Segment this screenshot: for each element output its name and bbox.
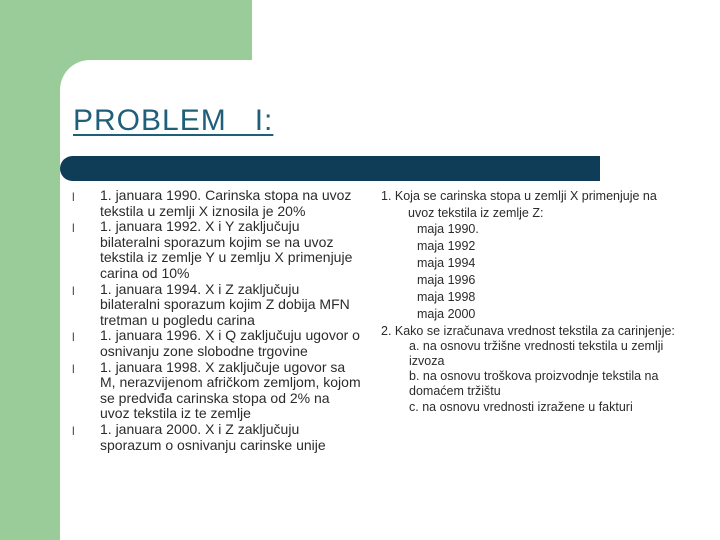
question-2: 2. Kako se izračunava vrednost tekstila za carinjenje: (381, 323, 675, 338)
list-item-text: 1. januara 1992. X i Y zaključuju bilateralni sporazum kojim se na uvoz tekstila iz zemlje Y u zemlju X primenjuje carina od 10% (100, 218, 353, 281)
date-item: maja 1992 (417, 239, 476, 254)
questions-column (381, 188, 681, 415)
list-item-text: 1. januara 1996. X i Q zaključuju ugovor o osnivanju zone slobodne trgovine (100, 327, 360, 359)
answer-options (381, 339, 681, 414)
bullet-icon: l (72, 283, 75, 298)
bullet-icon: l (72, 221, 75, 236)
date-item: maja 2000 (417, 306, 476, 321)
bullet-icon: l (72, 423, 75, 438)
date-item: maja 1990. (417, 222, 479, 237)
list-item (72, 422, 362, 453)
question-1: 1. Koja se carinska stopa u zemlji X primenjuje na uvoz tekstila iz zemlje Z: (381, 189, 657, 220)
list-item (72, 188, 362, 219)
answer-option: a. na osnovu tržišne vrednosti tekstila u zemlji izvoza (409, 339, 664, 368)
bullet-icon: l (72, 361, 75, 376)
list-item (72, 219, 362, 281)
event-list (72, 188, 362, 453)
list-item (72, 282, 362, 329)
answer-option: b. na osnovu troškova proizvodnje tekstila na domaćem tržištu (409, 369, 659, 398)
list-item-text: 1. januara 1990. Carinska stopa na uvoz tekstila u zemlji X iznosila je 20% (100, 187, 352, 219)
date-item: maja 1994 (417, 256, 476, 270)
list-item (72, 328, 362, 359)
list-item (72, 360, 362, 422)
bullet-icon: l (72, 190, 75, 204)
list-item-text: 1. januara 1994. X i Z zaključuju bilateralni sporazum kojim Z dobija MFN tretman u pogledu carina (100, 280, 350, 328)
list-item-text: 1. januara 1998. X zaključuje ugovor sa M, nerazvijenom afričkom zemljom, kojom se predviđa carinska stopa od 2% na uvoz tekstila iz te zemlje (100, 358, 361, 422)
date-list (381, 221, 681, 322)
bullet-icon: l (72, 330, 75, 345)
date-item: maja 1998 (417, 289, 476, 304)
answer-option: c. na osnovu vrednosti izražene u fakturi (409, 399, 633, 414)
slide-title: PROBLEM I: (73, 104, 274, 137)
list-item-text: 1. januara 2000. X i Z zaključuju sporazum o osnivanju carinske unije (100, 420, 326, 453)
title-divider-bar (60, 156, 600, 181)
date-item: maja 1996 (417, 272, 476, 287)
